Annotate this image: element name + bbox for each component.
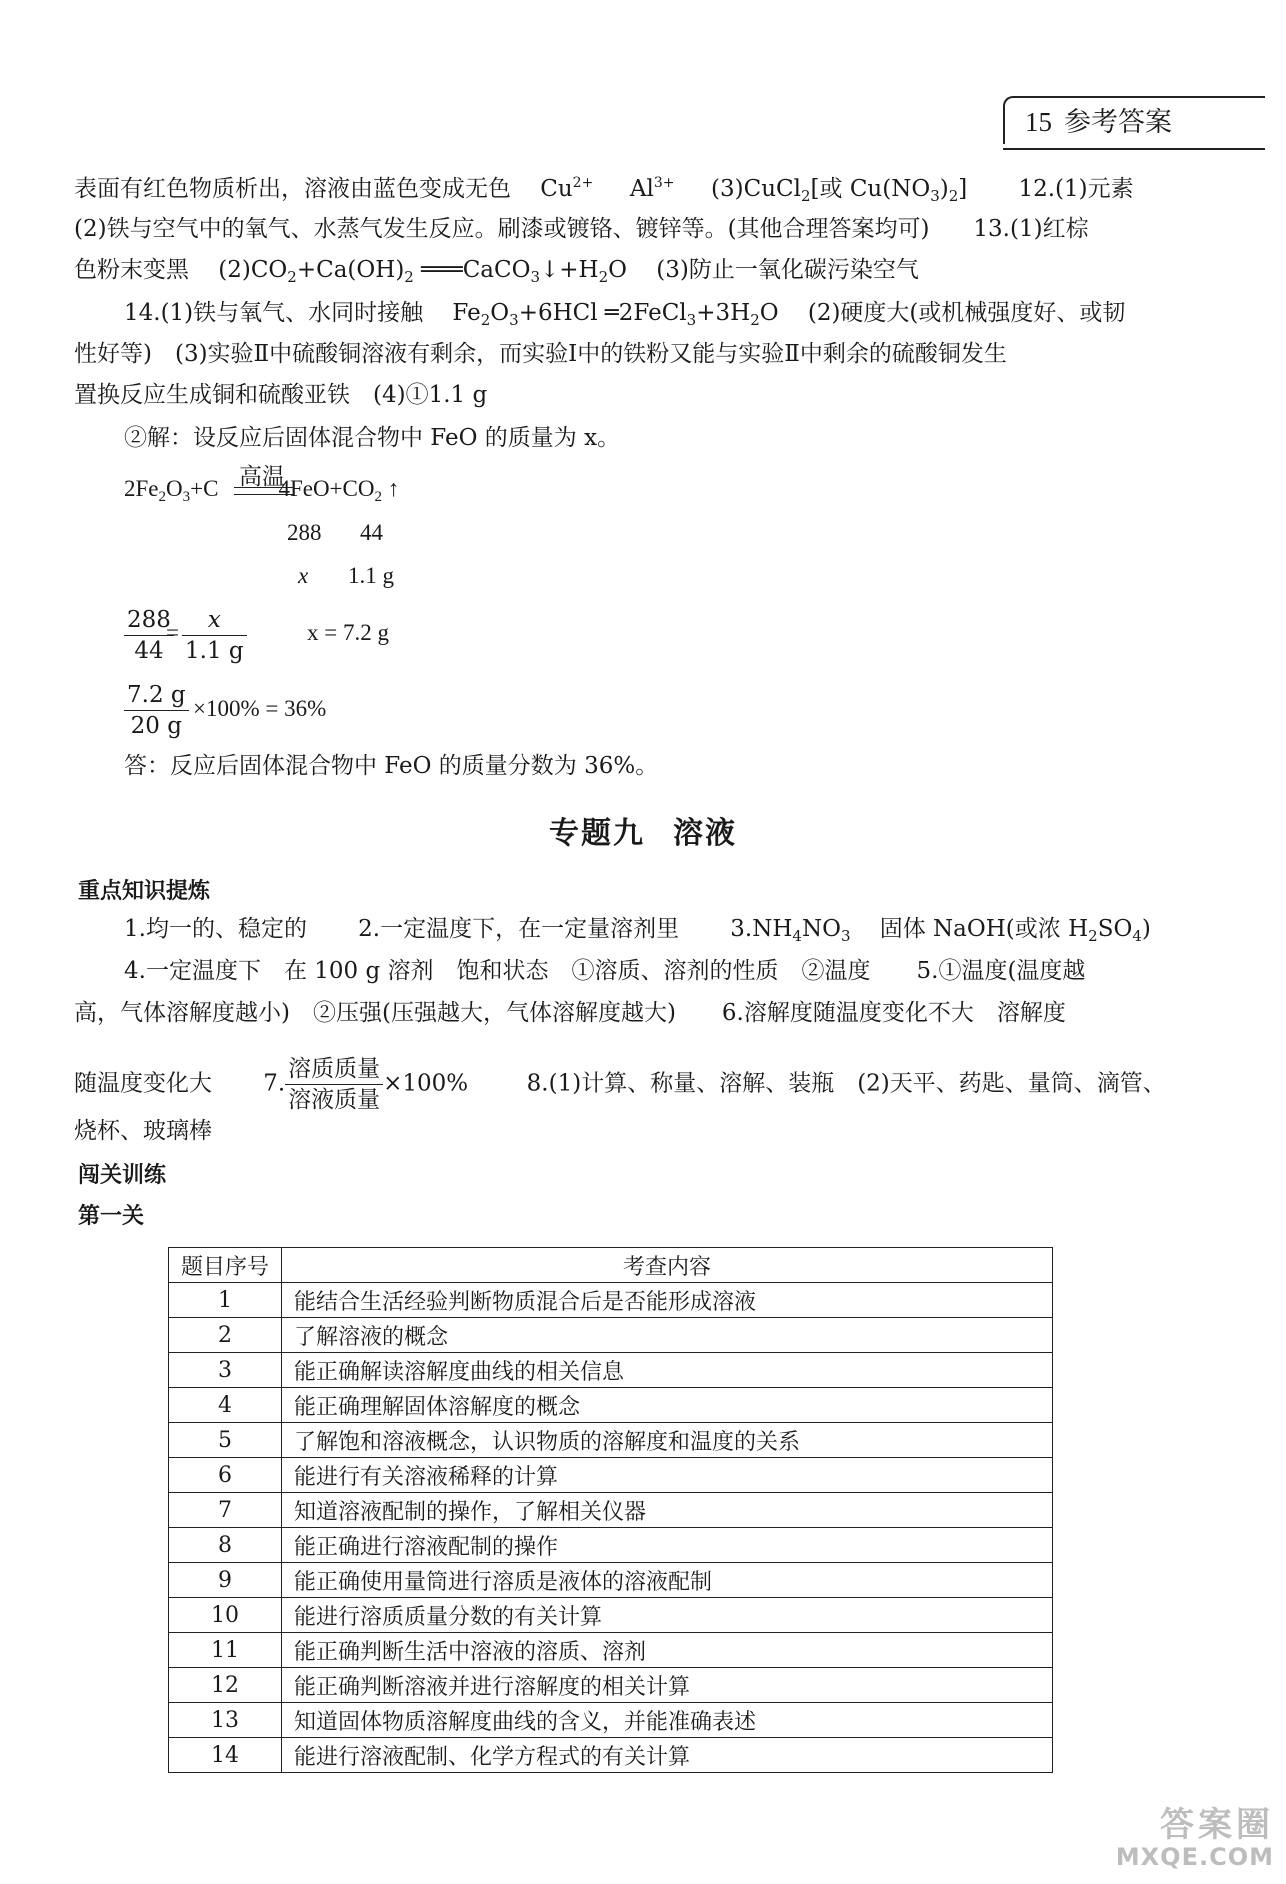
answer-line-4: 14.(1)铁与氧气、水同时接触 $Fe_2O_3+6HCl$ $═2FeCl_3+3H_2O$ (2)硬度大(或机械强度好、或韧 (124, 300, 1126, 329)
watermark-logo (1114, 1806, 1274, 1876)
table-row (169, 1318, 1053, 1353)
eq-bar-bottom (234, 494, 294, 495)
eq-left: 2Fe (124, 476, 159, 501)
question-topic: 能正确进行溶液配制的操作 (282, 1528, 1053, 1563)
table-row (169, 1528, 1053, 1563)
answer-line-6: 置换反应生成铜和硫酸亚铁 (4)①1.1 g (74, 382, 488, 408)
eq-condition: 高温 (239, 464, 285, 490)
question-topic: 能正确理解固体溶解度的概念 (282, 1388, 1053, 1423)
question-number: 13 (169, 1703, 282, 1738)
table-row (169, 1668, 1053, 1703)
chem-equation: $2Fe_2O_3+C$ $4FeO+CO_2$ ↑ (124, 476, 400, 505)
answer-14-1: 14.(1)铁与氧气、水同时接触 (124, 300, 424, 326)
answer-13-2a: 色粉末变黑 (74, 257, 189, 283)
kp-3d: SO (1097, 916, 1133, 942)
question-topic: 能正确解读溶解度曲线的相关信息 (282, 1353, 1053, 1388)
table-row (169, 1703, 1053, 1738)
table-row (169, 1458, 1053, 1493)
page-header (1003, 96, 1265, 144)
answer-13-3: (3)防止一氧化碳污染空气 (656, 257, 919, 283)
answer-line-3: 色粉末变黑 $(2)CO_2+Ca(OH)_2$ $═══CaCO_3↓+H_2O$ (3)防止一氧化碳污染空气 (74, 257, 919, 286)
eq-mass-2: 44 (360, 520, 383, 545)
answer-14-eq-b: O (490, 300, 510, 326)
kp-3e: ) (1141, 916, 1151, 942)
ratio-frac-2 (182, 605, 247, 666)
eq-right-arrow: ↑ (387, 476, 400, 501)
answer-13-2d: ═══CaCO (421, 257, 531, 283)
training-heading: 闯关训练 (78, 1163, 167, 1188)
answer-14-eq-a: Fe (452, 300, 481, 326)
ratio-den-2: 1.1 g (185, 638, 244, 664)
table-header-row (169, 1248, 1053, 1283)
answer-11-3-end: ) (939, 176, 949, 202)
eq-left3: +C (190, 476, 219, 501)
level-heading: 第一关 (78, 1204, 145, 1229)
answer-13-2c: +Ca(OH) (296, 257, 405, 283)
question-topic: 能结合生活经验判断物质混合后是否能形成溶液 (282, 1283, 1053, 1318)
question-number: 2 (169, 1318, 282, 1353)
ion-al-charge: 3+ (653, 175, 675, 191)
answer-11-text: 表面有红色物质析出，溶液由蓝色变成无色 (74, 176, 511, 202)
question-topic: 能进行溶质质量分数的有关计算 (282, 1598, 1053, 1633)
ratio-eq: = (166, 620, 179, 645)
kp-1: 1.均一的、稳定的 (124, 916, 307, 942)
table-header-number: 题目序号 (169, 1248, 282, 1283)
answer-12-2: (2)铁与空气中的氧气、水蒸气发生反应。刷漆或镀铬、镀锌等。(其他合理答案均可) (74, 216, 930, 242)
table-row (169, 1598, 1053, 1633)
eq-right: 4FeO+CO (278, 476, 375, 501)
question-topic: 知道固体物质溶解度曲线的含义，并能准确表述 (282, 1703, 1053, 1738)
solve-intro: ②解：设反应后固体混合物中 FeO 的质量为 x。 (124, 425, 621, 451)
ratio-num-1: 288 (124, 605, 174, 636)
watermark-line-1: 答案圈 (1160, 1805, 1274, 1845)
kp-8: 8.(1)计算、称量、溶解、装瓶 (2)天平、药匙、量筒、滴管、 (526, 1070, 1166, 1097)
answer-14-eq-c: +6HCl ═2FeCl (518, 300, 687, 326)
question-number: 11 (169, 1633, 282, 1668)
question-topic: 能正确判断生活中溶液的溶质、溶剂 (282, 1633, 1053, 1668)
key-points-line-5: 烧杯、玻璃棒 (74, 1118, 212, 1144)
table-row (169, 1423, 1053, 1458)
answer-11-3-mid: [或 Cu(NO (810, 176, 931, 202)
kp-3a: 3.NH (730, 916, 793, 942)
pct-num: 7.2 g (124, 680, 189, 711)
answer-14-eq-d: +3H (696, 300, 751, 326)
eq-left2: O (166, 476, 183, 501)
kp-7-tail: ×100% (383, 1070, 469, 1097)
question-topic: 了解饱和溶液概念，认识物质的溶解度和温度的关系 (282, 1423, 1053, 1458)
kp-6-tail: 随温度变化大 (74, 1070, 212, 1097)
answer-12-1: 12.(1)元素 (1018, 176, 1134, 202)
key-points-line-1: 1.均一的、稳定的 2.一定温度下，在一定量溶剂里 $3.NH_4NO_3$ 固体 NaOH(或浓 $H_2SO_4$) (124, 916, 1151, 945)
question-topic: 能正确使用量筒进行溶质是液体的溶液配制 (282, 1563, 1053, 1598)
topic-table (168, 1247, 1053, 1773)
eq-bar-top (234, 487, 294, 488)
question-number: 3 (169, 1353, 282, 1388)
key-points-line-3: 高，气体溶解度越小) ②压强(压强越大，气体溶解度越大) 6.溶解度随温度变化不大 溶解度 (74, 1000, 1066, 1026)
question-number: 9 (169, 1563, 282, 1598)
kp-7-label: 7. (263, 1070, 286, 1097)
ratio-num-2: x (182, 605, 247, 636)
topic-name: 溶液 (673, 816, 737, 851)
ion-al: Al (629, 176, 654, 202)
ratio-result: x = 7.2 g (307, 620, 389, 645)
question-number: 5 (169, 1423, 282, 1458)
table-row (169, 1738, 1053, 1773)
answer-14-2: (2)硬度大(或机械强度好、或韧 (807, 300, 1126, 326)
kp-7-frac (285, 1054, 383, 1115)
answer-13-1: 13.(1)红棕 (973, 216, 1089, 242)
page-number: 15 (1025, 107, 1052, 137)
question-number: 4 (169, 1388, 282, 1423)
kp-2: 2.一定温度下，在一定量溶剂里 (358, 916, 680, 942)
pct-frac (124, 680, 189, 741)
ion-cu-charge: 2+ (572, 175, 594, 191)
header-title: 参考答案 (1064, 107, 1172, 138)
answer-13-2b: (2)CO (218, 257, 288, 283)
kp-7-num: 溶质质量 (285, 1054, 383, 1085)
question-topic: 能正确判断溶液并进行溶解度的相关计算 (282, 1668, 1053, 1703)
question-topic: 能进行有关溶液稀释的计算 (282, 1458, 1053, 1493)
question-number: 6 (169, 1458, 282, 1493)
eq-var-2: 1.1 g (348, 563, 394, 588)
answer-11-3-pre: (3)CuCl (711, 176, 801, 202)
pct-rest: ×100% = 36% (193, 696, 327, 721)
ratio-den-1: 44 (134, 638, 164, 664)
table-row (169, 1388, 1053, 1423)
answer-14-eq-e: O (759, 300, 779, 326)
question-topic: 了解溶液的概念 (282, 1318, 1053, 1353)
pct-den: 20 g (130, 713, 182, 739)
key-points-line-4 (74, 1054, 1166, 1115)
kp-3b: NO (801, 916, 841, 942)
table-row (169, 1283, 1053, 1318)
answer-13-2e: ↓+H (540, 257, 599, 283)
kp-3c: 固体 NaOH(或浓 H (879, 916, 1089, 942)
ion-cu: Cu (540, 176, 573, 202)
question-number: 8 (169, 1528, 282, 1563)
table-row (169, 1353, 1053, 1388)
question-topic: 知道溶液配制的操作，了解相关仪器 (282, 1493, 1053, 1528)
question-number: 1 (169, 1283, 282, 1318)
answer-13-2f: O (608, 257, 628, 283)
answer-line-1: 表面有红色物质析出，溶液由蓝色变成无色 $Cu^{2+}$ $Al^{3+}$ (3)CuCl$_2$[或 $Cu(NO_3)_2$] 12.(1)元素 (74, 175, 1134, 205)
topic-title (0, 808, 1286, 852)
answer-line-2 (74, 214, 1089, 244)
question-number: 10 (169, 1598, 282, 1633)
question-number: 12 (169, 1668, 282, 1703)
eq-mass-1: 288 (287, 520, 322, 545)
question-topic: 能进行溶液配制、化学方程式的有关计算 (282, 1738, 1053, 1773)
table-row (169, 1563, 1053, 1598)
answer-line-5: 性好等) (3)实验Ⅱ中硫酸铜溶液有剩余，而实验Ⅰ中的铁粉又能与实验Ⅱ中剩余的硫酸铜发生 (74, 341, 1007, 367)
topic-label: 专题九 (549, 816, 645, 851)
table-body (169, 1283, 1053, 1773)
watermark-line-2: MXQE.COM (1115, 1843, 1274, 1871)
question-number: 7 (169, 1493, 282, 1528)
table-header-content: 考查内容 (282, 1248, 1053, 1283)
key-points-line-2: 4.一定温度下 在 100 g 溶剂 饱和状态 ①溶质、溶剂的性质 ②温度 5.①温度(温度越 (124, 958, 1086, 984)
table-row (169, 1633, 1053, 1668)
table-row (169, 1493, 1053, 1528)
question-number: 14 (169, 1738, 282, 1773)
eq-var-1: x (298, 563, 309, 588)
key-points-heading: 重点知识提炼 (78, 879, 211, 904)
kp-7-den: 溶液质量 (288, 1087, 381, 1113)
final-answer: 答：反应后固体混合物中 FeO 的质量分数为 36%。 (124, 753, 659, 779)
